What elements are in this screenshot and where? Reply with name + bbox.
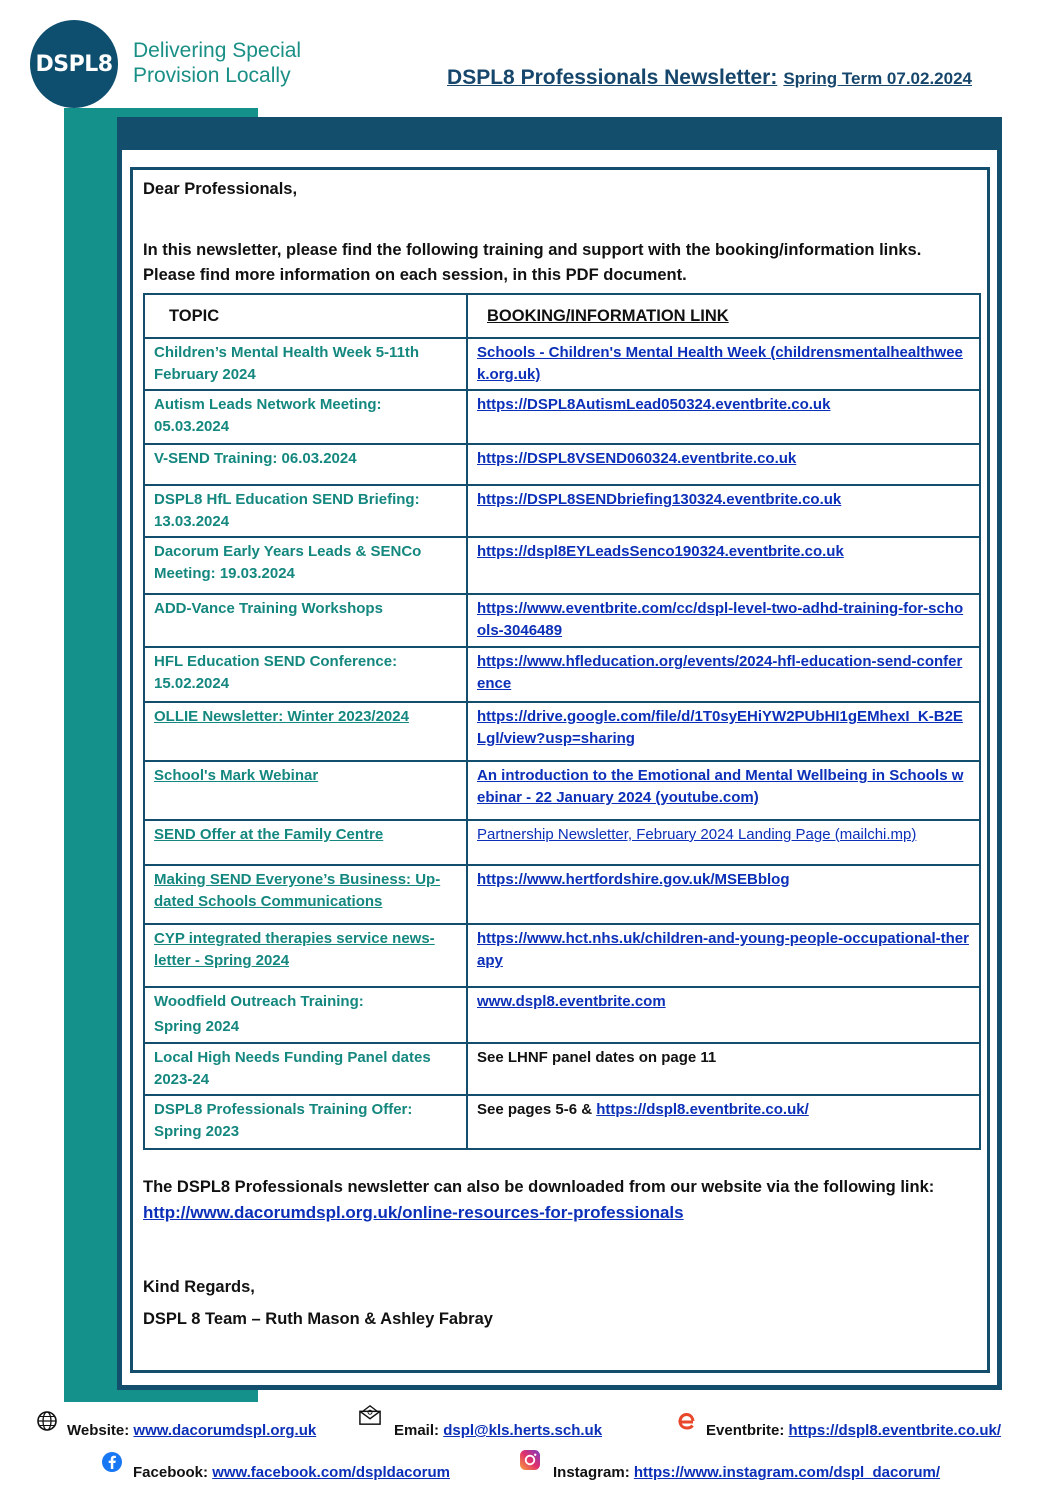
table-row xyxy=(144,444,980,485)
intro-line-2: Please find more information on each session, in this PDF document. xyxy=(143,266,687,284)
topic-cell: V-SEND Training: 06.03.2024 xyxy=(144,444,467,485)
table-row xyxy=(144,924,980,987)
team-signature: DSPL 8 Team – Ruth Mason & Ashley Fabray xyxy=(143,1310,493,1328)
instagram-label: Instagram: xyxy=(553,1464,630,1481)
download-link[interactable]: http://www.dacorumdspl.org.uk/online-resources-for-professionals xyxy=(143,1203,684,1222)
info-cell xyxy=(467,1095,980,1149)
envelope-icon xyxy=(359,1404,381,1426)
info-text: See pages 5-6 & xyxy=(477,1101,597,1118)
topic-cell[interactable]: CYP integrated therapies service news-letter - Spring 2024 xyxy=(144,924,467,987)
tagline-line-1: Delivering Special xyxy=(133,39,302,62)
globe-icon xyxy=(36,1410,58,1432)
booking-link[interactable]: https://www.hertfordshire.gov.uk/MSEBblog xyxy=(477,871,790,888)
booking-link[interactable]: www.dspl8.eventbrite.com xyxy=(477,993,666,1010)
table-row xyxy=(144,338,980,390)
table-row xyxy=(144,537,980,594)
table-row xyxy=(144,390,980,444)
logo-tagline xyxy=(133,38,301,88)
title-main: DSPL8 Professionals Newsletter: xyxy=(447,66,778,89)
topic-line-1: Woodfield Outreach Training: xyxy=(154,993,364,1010)
facebook-icon xyxy=(101,1451,123,1473)
booking-link[interactable]: https://dspl8.eventbrite.co.uk/ xyxy=(596,1101,809,1118)
download-text: The DSPL8 Professionals newsletter can also be downloaded from our website via the following link: xyxy=(143,1178,935,1196)
table-row xyxy=(144,761,980,820)
table-row xyxy=(144,647,980,702)
title-term: Spring Term 07.02.2024 xyxy=(783,69,972,88)
table-row xyxy=(144,987,980,1043)
table-row xyxy=(144,702,980,761)
logo xyxy=(30,20,118,108)
topic-cell: Dacorum Early Years Leads & SENCo Meeting: 19.03.2024 xyxy=(144,537,467,594)
col-topic-header: TOPIC xyxy=(144,294,467,338)
table-row xyxy=(144,820,980,865)
booking-link[interactable]: https://www.eventbrite.com/cc/dspl-level-two-adhd-training-for-schools-3046489 xyxy=(477,600,964,639)
footer-website xyxy=(67,1422,316,1439)
website-link[interactable]: www.dacorumdspl.org.uk xyxy=(133,1422,317,1439)
booking-link[interactable]: https://drive.google.com/file/d/1T0syEHiYW2PUbHI1gEMhexI_K-B2ELgl/view?usp=sharing xyxy=(477,708,963,747)
booking-link[interactable]: https://DSPL8SENDbriefing130324.eventbrite.co.uk xyxy=(477,491,842,508)
instagram-link[interactable]: https://www.instagram.com/dspl_dacorum/ xyxy=(633,1464,941,1481)
table-row xyxy=(144,485,980,537)
topic-cell[interactable]: Making SEND Everyone’s Business: Up-dated Schools Communications xyxy=(144,865,467,924)
topic-cell[interactable]: School's Mark Webinar xyxy=(144,761,467,820)
booking-link[interactable]: Partnership Newsletter, February 2024 Landing Page (mailchi.mp) xyxy=(477,826,917,843)
facebook-label: Facebook: xyxy=(133,1464,209,1481)
booking-link[interactable]: https://www.hfleducation.org/events/2024-hfl-education-send-conference xyxy=(477,653,963,692)
topic-cell xyxy=(144,987,467,1043)
topic-cell[interactable]: SEND Offer at the Family Centre xyxy=(144,820,467,865)
booking-link[interactable]: Schools - Children's Mental Health Week (childrensmentalhealthweek.org.uk) xyxy=(477,344,963,383)
table-row xyxy=(144,865,980,924)
table-row xyxy=(144,594,980,647)
eventbrite-label: Eventbrite: xyxy=(706,1422,785,1439)
booking-link[interactable]: https://DSPL8VSEND060324.eventbrite.co.uk xyxy=(477,450,797,467)
footer-facebook xyxy=(133,1464,450,1481)
topic-cell: Children’s Mental Health Week 5-11th February 2024 xyxy=(144,338,467,390)
tagline-line-2: Provision Locally xyxy=(133,64,291,87)
topic-cell: DSPL8 HfL Education SEND Briefing: 13.03.2024 xyxy=(144,485,467,537)
table-row xyxy=(144,1095,980,1149)
greeting: Dear Professionals, xyxy=(143,180,298,198)
email-link[interactable]: dspl@kls.herts.sch.uk xyxy=(443,1422,603,1439)
website-label: Website: xyxy=(67,1422,130,1439)
booking-link[interactable]: https://www.hct.nhs.uk/children-and-young-people-occupational-therapy xyxy=(477,930,969,969)
newsletter-title xyxy=(447,66,972,90)
email-label: Email: xyxy=(394,1422,440,1439)
instagram-icon xyxy=(519,1449,541,1471)
topic-cell: Autism Leads Network Meeting: 05.03.2024 xyxy=(144,390,467,444)
facebook-link[interactable]: www.facebook.com/dspldacorum xyxy=(212,1464,451,1481)
booking-link[interactable]: https://DSPL8AutismLead050324.eventbrite.co.uk xyxy=(477,396,831,413)
intro-line-1: In this newsletter, please find the following training and support with the booking/information links. xyxy=(143,241,922,259)
kind-regards: Kind Regards, xyxy=(143,1278,255,1296)
footer-eventbrite xyxy=(706,1422,1001,1439)
table-row xyxy=(144,1043,980,1095)
topic-line-2: Spring 2024 xyxy=(154,1018,240,1035)
topic-cell: DSPL8 Professionals Training Offer: Spring 2023 xyxy=(144,1095,467,1149)
booking-link[interactable]: An introduction to the Emotional and Mental Wellbeing in Schools webinar - 22 January 2024 (youtube.com) xyxy=(477,767,964,806)
eventbrite-link[interactable]: https://dspl8.eventbrite.co.uk/ xyxy=(788,1422,1002,1439)
topic-cell: ADD-Vance Training Workshops xyxy=(144,594,467,647)
logo-text: DSPL8 xyxy=(35,51,113,77)
table-header-row xyxy=(144,294,980,338)
eventbrite-icon xyxy=(675,1410,697,1432)
topic-cell[interactable]: OLLIE Newsletter: Winter 2023/2024 xyxy=(144,702,467,761)
footer-instagram xyxy=(553,1464,940,1481)
topic-cell: Local High Needs Funding Panel dates 2023-24 xyxy=(144,1043,467,1095)
topic-cell: HFL Education SEND Conference: 15.02.2024 xyxy=(144,647,467,702)
info-text: See LHNF panel dates on page 11 xyxy=(467,1043,980,1095)
col-link-header: BOOKING/INFORMATION LINK xyxy=(467,294,980,338)
booking-link[interactable]: https://dspl8EYLeadsSenco190324.eventbrite.co.uk xyxy=(477,543,844,560)
footer-email xyxy=(394,1422,602,1439)
topics-table xyxy=(143,293,981,1150)
